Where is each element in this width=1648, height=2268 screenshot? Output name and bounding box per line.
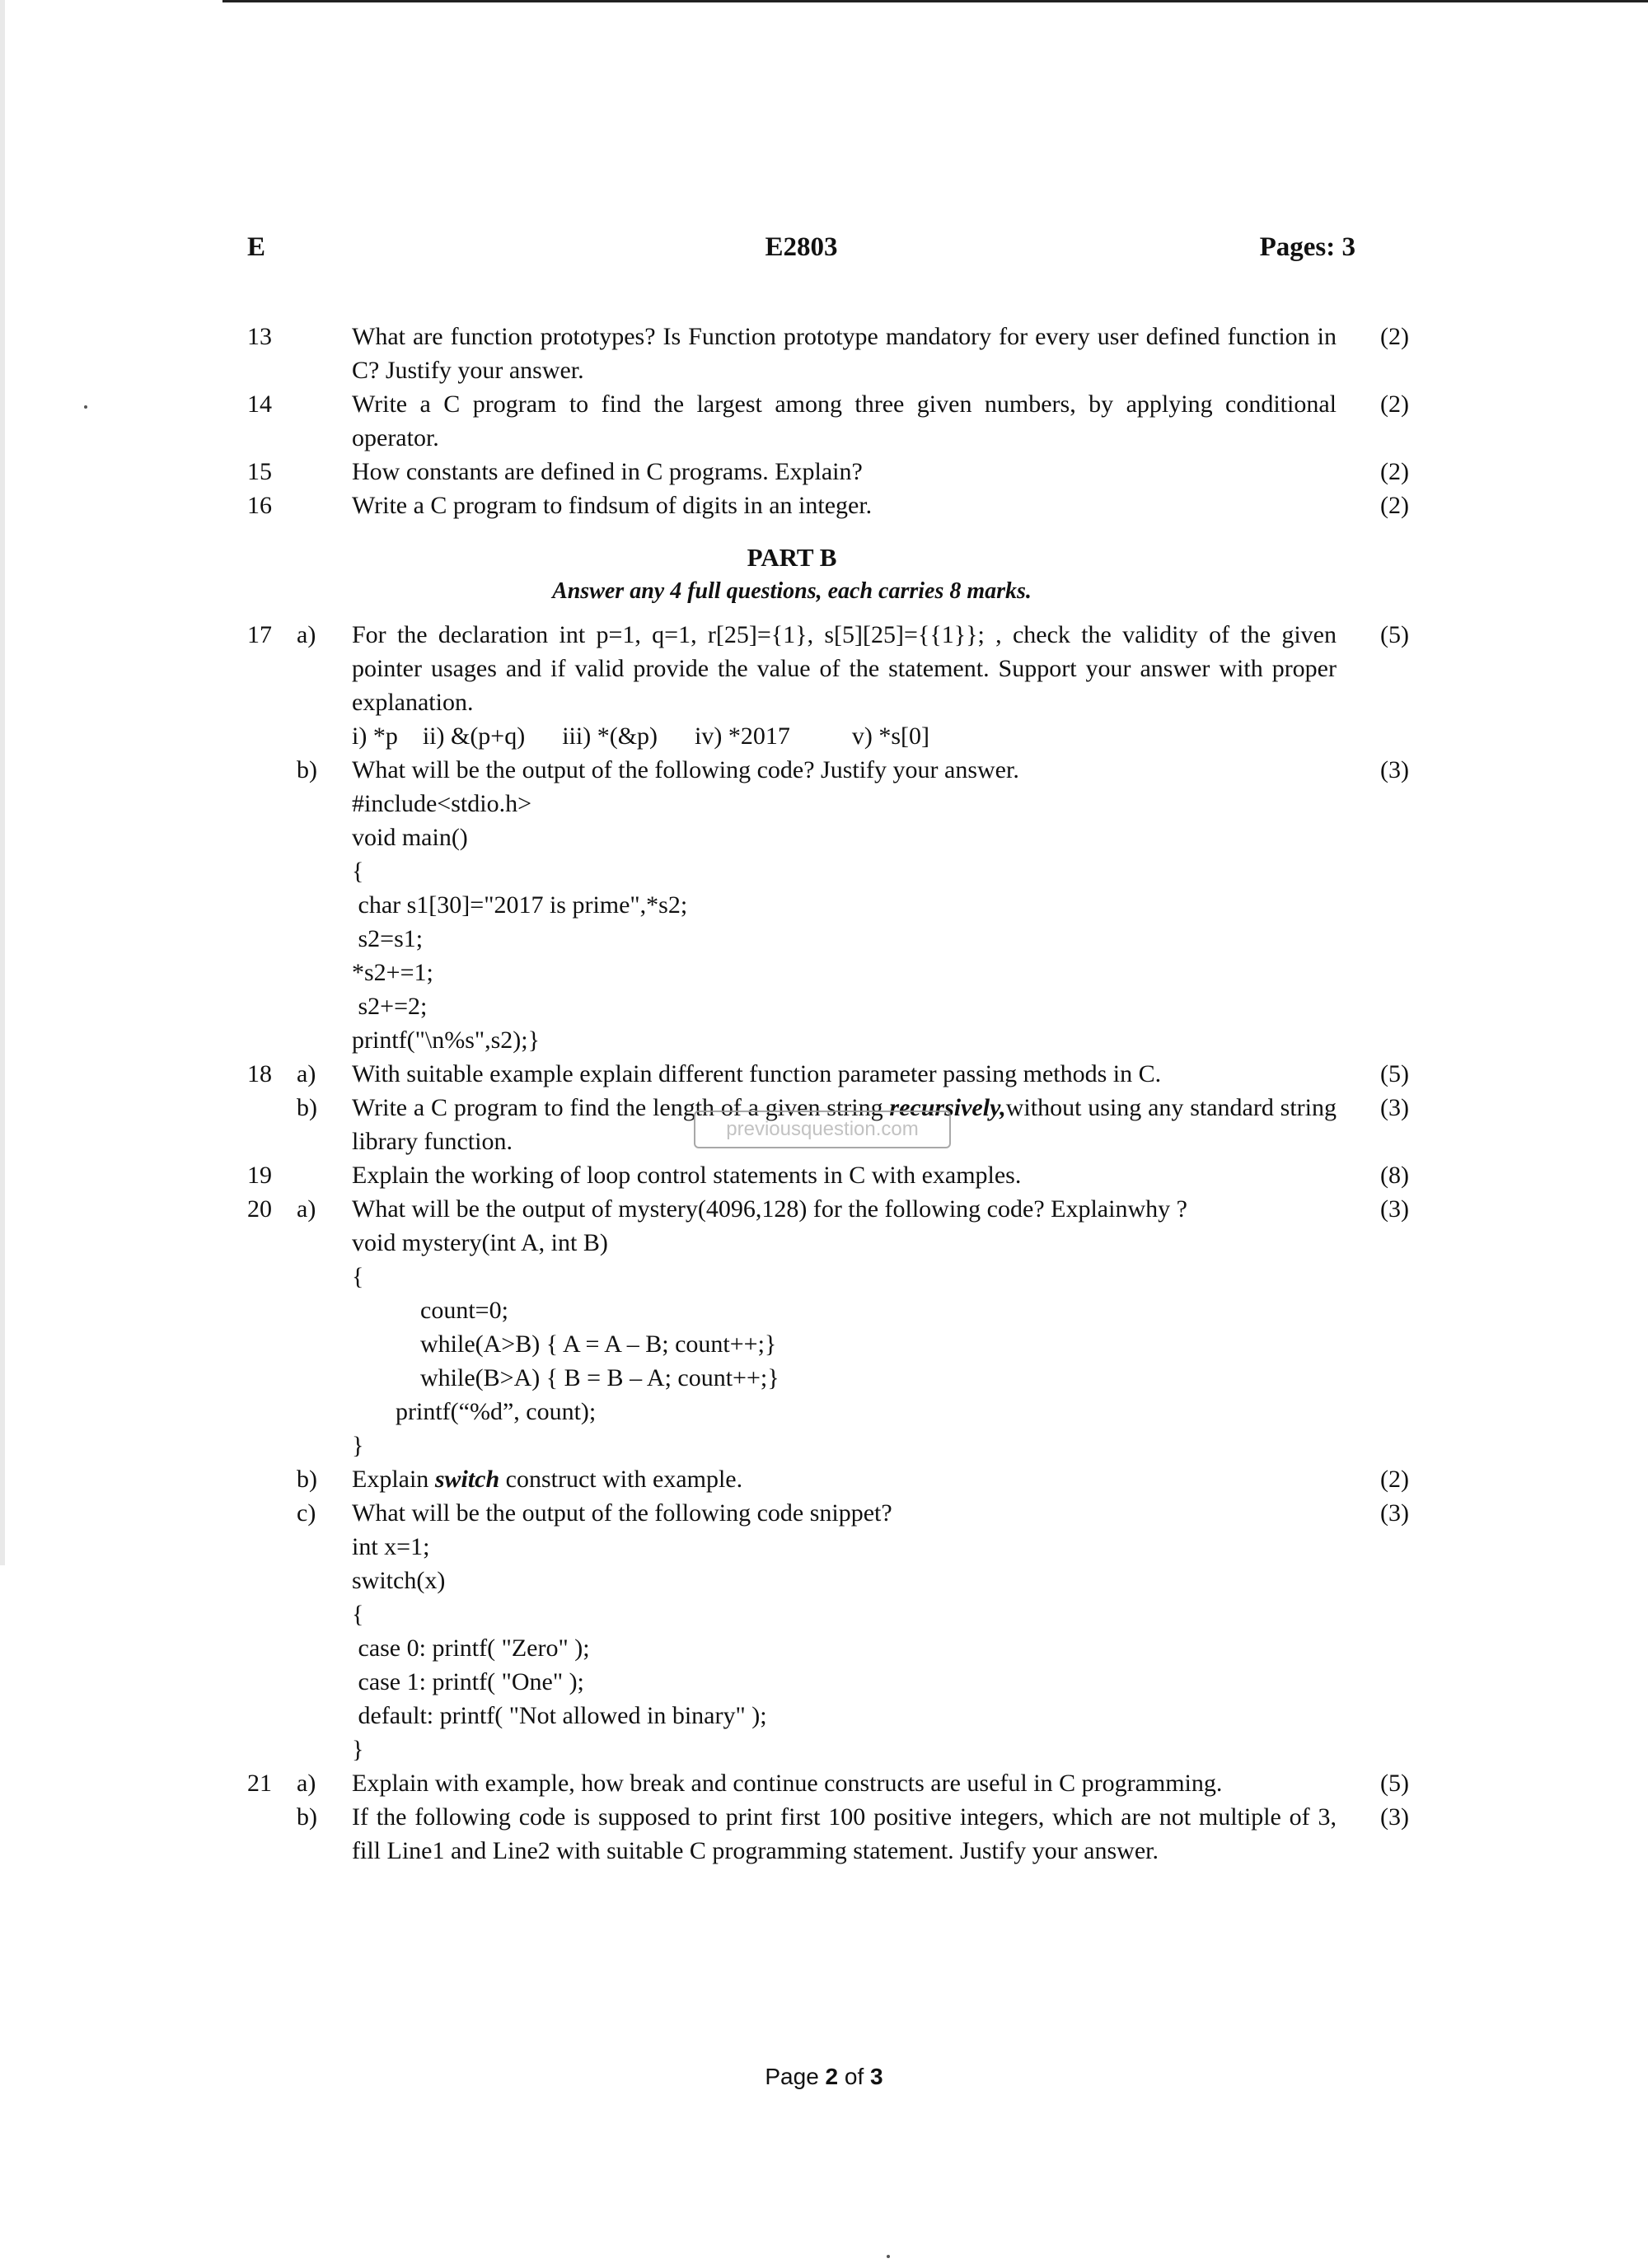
part-b-instruction: Answer any 4 full questions, each carries 8 marks. bbox=[552, 578, 1032, 604]
question-17b-code bbox=[247, 787, 1409, 1057]
code-line: printf(“%d”, count); bbox=[396, 1398, 597, 1425]
scan-speck bbox=[84, 405, 87, 409]
question-20a-code bbox=[247, 1226, 1409, 1462]
question-17a-options: i) *p ii) &(p+q) iii) *(&p) iv) *2017 v) *s[0] bbox=[352, 722, 930, 750]
top-border-line bbox=[222, 0, 1648, 2]
question-14: 14 Write a C program to find the largest among three given numbers, by applying conditional operator. (2) bbox=[247, 390, 1409, 451]
code-line: } bbox=[352, 1432, 364, 1459]
footer-page-number: 2 bbox=[825, 2064, 839, 2089]
code-line: s2+=2; bbox=[352, 993, 428, 1020]
question-16: 16 Write a C program to findsum of digits in an integer. (2) bbox=[247, 492, 1409, 519]
code-line: while(B>A) { B = B – A; count++;} bbox=[420, 1364, 780, 1391]
code-line: { bbox=[352, 1263, 364, 1290]
question-15: 15 How constants are defined in C programs. Explain? (2) bbox=[247, 458, 1409, 485]
code-line: void main() bbox=[352, 824, 468, 851]
header-pages: Pages: 3 bbox=[1259, 232, 1355, 262]
question-13: 13 What are function prototypes? Is Function prototype mandatory for every user defined function in C? Justify your answer. (2) bbox=[247, 323, 1409, 384]
emphasis-switch: switch bbox=[434, 1466, 500, 1493]
scan-edge bbox=[0, 0, 5, 1565]
page-footer: Page 2 of 3 bbox=[765, 2064, 883, 2089]
code-line: char s1[30]="2017 is prime",*s2; bbox=[352, 891, 688, 919]
emphasis-recursively: recursively, bbox=[889, 1094, 1006, 1121]
question-20c: c) What will be the output of the following code snippet? (3) bbox=[297, 1499, 1409, 1527]
question-content bbox=[247, 320, 1409, 1868]
scan-speck bbox=[887, 2255, 890, 2258]
code-line: switch(x) bbox=[352, 1567, 446, 1594]
header-code: E2803 bbox=[765, 232, 838, 262]
code-line: s2=s1; bbox=[352, 925, 424, 952]
question-17b: b) What will be the output of the following code? Justify your answer. (3) bbox=[297, 756, 1409, 783]
code-line: int x=1; bbox=[352, 1533, 430, 1560]
code-line: { bbox=[352, 1601, 364, 1628]
code-line: printf("\n%s",s2);} bbox=[352, 1026, 541, 1054]
question-20a: 20 a) What will be the output of mystery(4096,128) for the following code? Explainwhy ? (3) bbox=[247, 1195, 1409, 1223]
question-20c-code bbox=[247, 1530, 1409, 1766]
question-18b: b) Write a C program to find the length of a given string recursively,without using any standard string library function. (3) bbox=[297, 1094, 1409, 1155]
code-line: count=0; bbox=[420, 1297, 508, 1324]
page-header bbox=[247, 232, 1355, 274]
code-line: #include<stdio.h> bbox=[352, 790, 531, 817]
watermark-stamp: previousquestion.com bbox=[694, 1111, 951, 1148]
question-17a: 17 a) For the declaration int p=1, q=1, r[25]={1}, s[5][25]={{1}}; , check the validity of the given pointer usages and if valid provide the value of the statement. Support your answer with proper explanation. (5) bbox=[247, 621, 1409, 716]
code-line: case 0: printf( "Zero" ); bbox=[352, 1634, 590, 1662]
code-line: while(A>B) { A = A – B; count++;} bbox=[420, 1330, 777, 1358]
code-line: { bbox=[352, 858, 364, 885]
footer-page-total: 3 bbox=[870, 2064, 883, 2089]
code-line: default: printf( "Not allowed in binary" ); bbox=[352, 1702, 767, 1729]
code-line: *s2+=1; bbox=[352, 959, 433, 986]
question-18a: 18 a) With suitable example explain different function parameter passing methods in C. (5) bbox=[247, 1060, 1409, 1087]
code-line: void mystery(int A, int B) bbox=[352, 1229, 608, 1256]
question-19: 19 Explain the working of loop control statements in C with examples. (8) bbox=[247, 1162, 1409, 1189]
header-series: E bbox=[247, 232, 266, 262]
code-line: case 1: printf( "One" ); bbox=[352, 1668, 584, 1695]
code-line: } bbox=[352, 1736, 364, 1763]
part-b-title: PART B bbox=[747, 543, 837, 572]
question-21a: 21 a) Explain with example, how break and continue constructs are useful in C programming. (5) bbox=[247, 1770, 1409, 1797]
question-21b: b) If the following code is supposed to print first 100 positive integers, which are not multiple of 3, fill Line1 and Line2 with suitable C programming statement. Justify your answer. (3) bbox=[297, 1803, 1409, 1864]
question-20b: b) Explain switch construct with example. (2) bbox=[297, 1466, 1409, 1493]
